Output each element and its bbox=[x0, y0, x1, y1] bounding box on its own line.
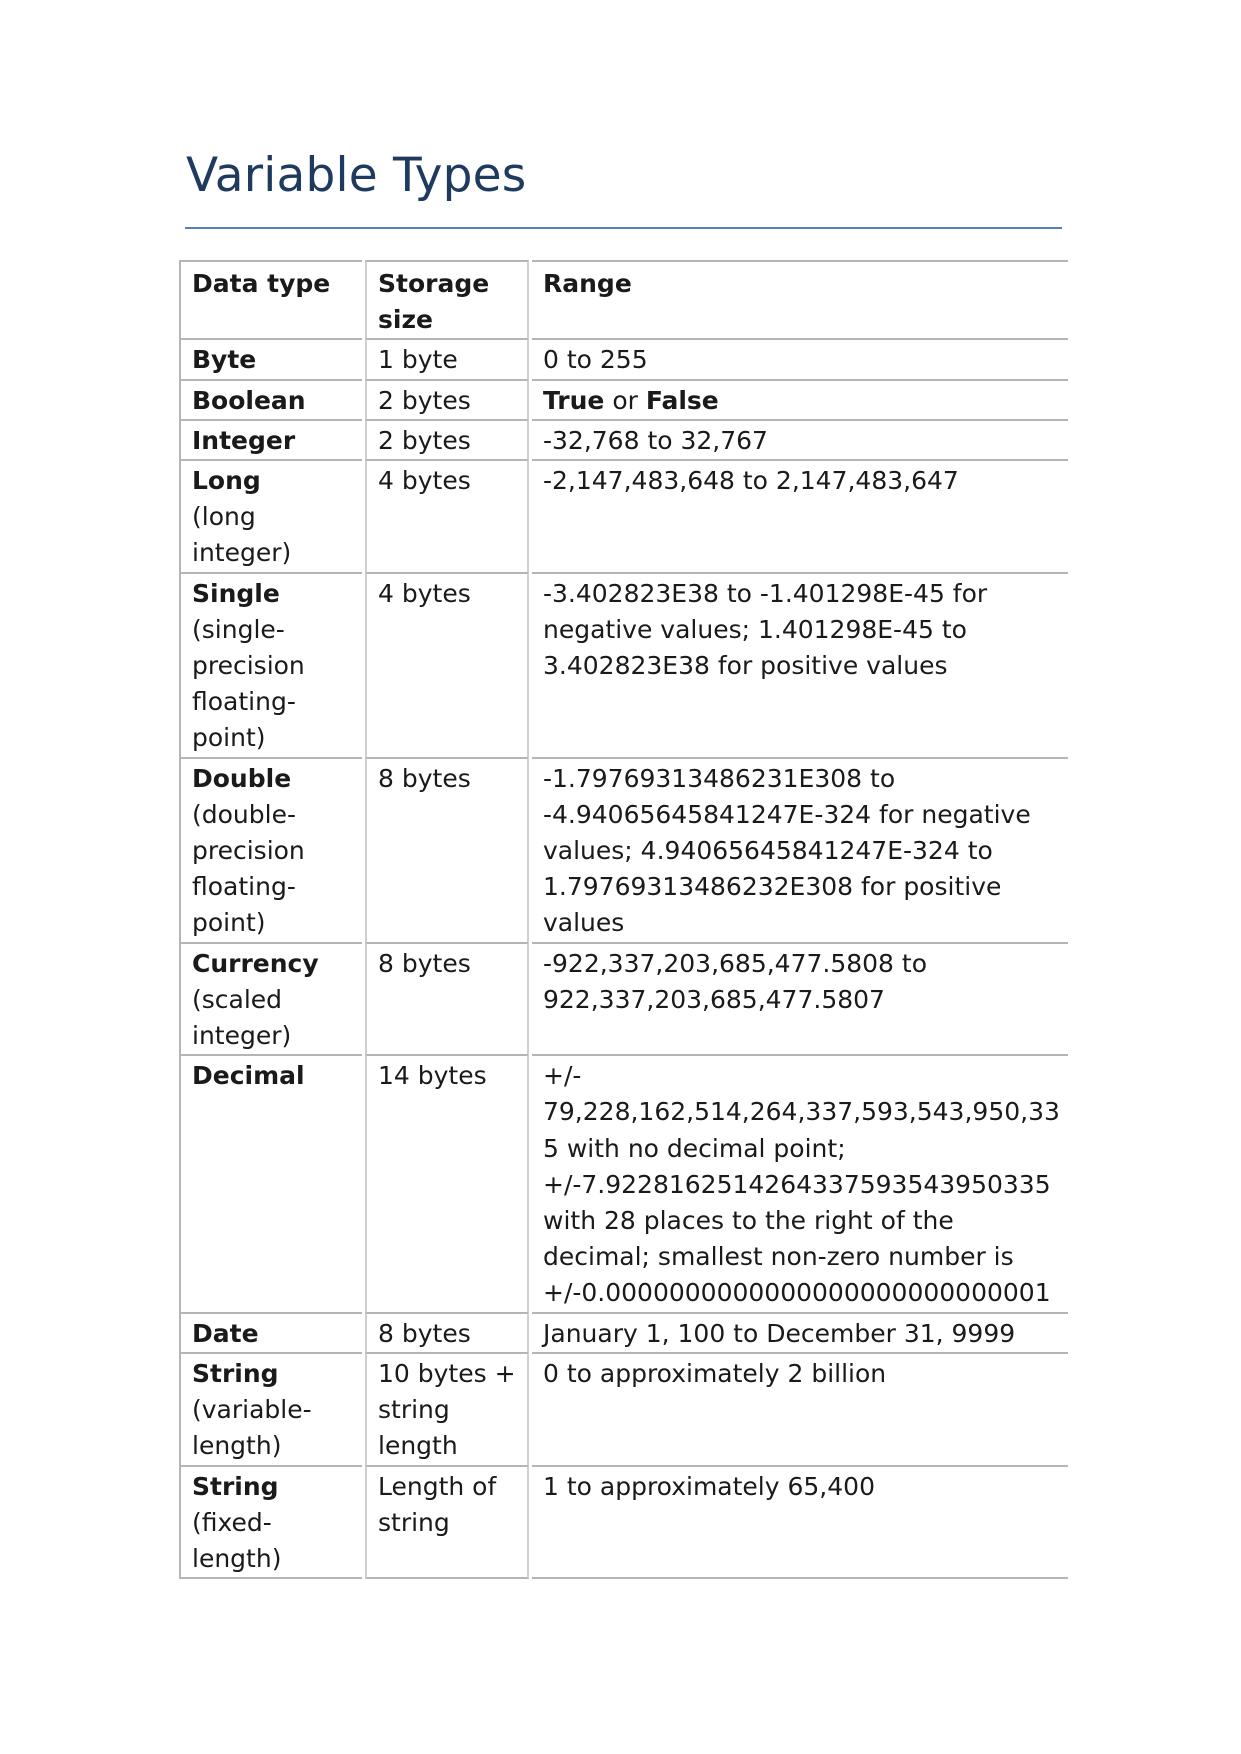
size-cell: 2 bytes bbox=[365, 379, 529, 419]
size-cell: 4 bytes bbox=[365, 572, 529, 757]
type-cell bbox=[179, 1352, 362, 1465]
range-or: or bbox=[604, 385, 646, 415]
type-cell bbox=[179, 419, 362, 459]
type-name: Single bbox=[192, 578, 280, 608]
title-underline bbox=[185, 227, 1062, 229]
type-cell bbox=[179, 379, 362, 419]
type-description: (fixed-length) bbox=[192, 1507, 282, 1573]
type-cell bbox=[179, 942, 362, 1055]
type-name: String bbox=[192, 1471, 279, 1501]
variable-types-table bbox=[176, 260, 1071, 1579]
table-row bbox=[179, 1352, 1068, 1465]
range-cell: 1 to approximately 65,400 bbox=[532, 1465, 1068, 1580]
range-cell: -32,768 to 32,767 bbox=[532, 419, 1068, 459]
type-name: Double bbox=[192, 763, 292, 793]
size-cell: 14 bytes bbox=[365, 1054, 529, 1311]
range-true: True bbox=[543, 385, 605, 415]
range-cell: -3.402823E38 to -1.401298E-45 for negative values; 1.401298E-45 to 3.402823E38 for positive values bbox=[532, 572, 1068, 757]
type-cell bbox=[179, 1465, 362, 1580]
type-cell bbox=[179, 1312, 362, 1352]
type-name: String bbox=[192, 1358, 279, 1388]
type-name: Boolean bbox=[192, 385, 306, 415]
table-header-row bbox=[179, 260, 1068, 338]
range-cell: -1.79769313486231E308 to -4.94065645841247E-324 for negative values; 4.94065645841247E-324 to 1.79769313486232E308 for positive values bbox=[532, 757, 1068, 942]
type-name: Currency bbox=[192, 948, 319, 978]
table-row bbox=[179, 379, 1068, 419]
size-cell: 4 bytes bbox=[365, 459, 529, 572]
size-cell: Length of string bbox=[365, 1465, 529, 1580]
size-cell: 1 byte bbox=[365, 338, 529, 378]
size-cell: 10 bytes + string length bbox=[365, 1352, 529, 1465]
table-row bbox=[179, 572, 1068, 757]
type-description: (single-precision floating-point) bbox=[192, 614, 305, 753]
type-name: Byte bbox=[192, 345, 257, 375]
page-title: Variable Types bbox=[186, 148, 527, 203]
table-row bbox=[179, 942, 1068, 1055]
header-storage-size: Storage size bbox=[365, 260, 529, 338]
table-row bbox=[179, 1312, 1068, 1352]
size-cell: 8 bytes bbox=[365, 1312, 529, 1352]
type-cell bbox=[179, 572, 362, 757]
table-row bbox=[179, 338, 1068, 378]
type-description: (scaled integer) bbox=[192, 984, 292, 1051]
range-false: False bbox=[645, 385, 719, 415]
table-row bbox=[179, 459, 1068, 572]
table-row bbox=[179, 757, 1068, 942]
table-row bbox=[179, 1054, 1068, 1311]
header-data-type: Data type bbox=[179, 260, 362, 338]
range-cell: -922,337,203,685,477.5808 to 922,337,203,685,477.5807 bbox=[532, 942, 1068, 1055]
size-cell: 2 bytes bbox=[365, 419, 529, 459]
type-name: Long bbox=[192, 466, 261, 496]
type-cell bbox=[179, 459, 362, 572]
range-cell: January 1, 100 to December 31, 9999 bbox=[532, 1312, 1068, 1352]
type-description: (long integer) bbox=[192, 502, 292, 568]
type-cell bbox=[179, 757, 362, 942]
type-description: (variable-length) bbox=[192, 1395, 312, 1461]
size-cell: 8 bytes bbox=[365, 942, 529, 1055]
range-cell bbox=[532, 379, 1068, 419]
size-cell: 8 bytes bbox=[365, 757, 529, 942]
table-row bbox=[179, 1465, 1068, 1580]
type-name: Integer bbox=[192, 425, 296, 455]
range-cell: 0 to approximately 2 billion bbox=[532, 1352, 1068, 1465]
type-name: Decimal bbox=[192, 1061, 305, 1091]
type-description: (double-precision floating-point) bbox=[192, 799, 305, 938]
header-range: Range bbox=[532, 260, 1068, 338]
range-cell: +/- 79,228,162,514,264,337,593,543,950,335 with no decimal point; +/-7.9228162514264337593543950335 with 28 places to the right of the decimal; smallest non-zero number is +/-0.0000000000000000000000000001 bbox=[532, 1054, 1068, 1311]
type-name: Date bbox=[192, 1318, 259, 1348]
type-cell bbox=[179, 1054, 362, 1311]
range-cell: 0 to 255 bbox=[532, 338, 1068, 378]
range-cell: -2,147,483,648 to 2,147,483,647 bbox=[532, 459, 1068, 572]
table-row bbox=[179, 419, 1068, 459]
type-cell bbox=[179, 338, 362, 378]
